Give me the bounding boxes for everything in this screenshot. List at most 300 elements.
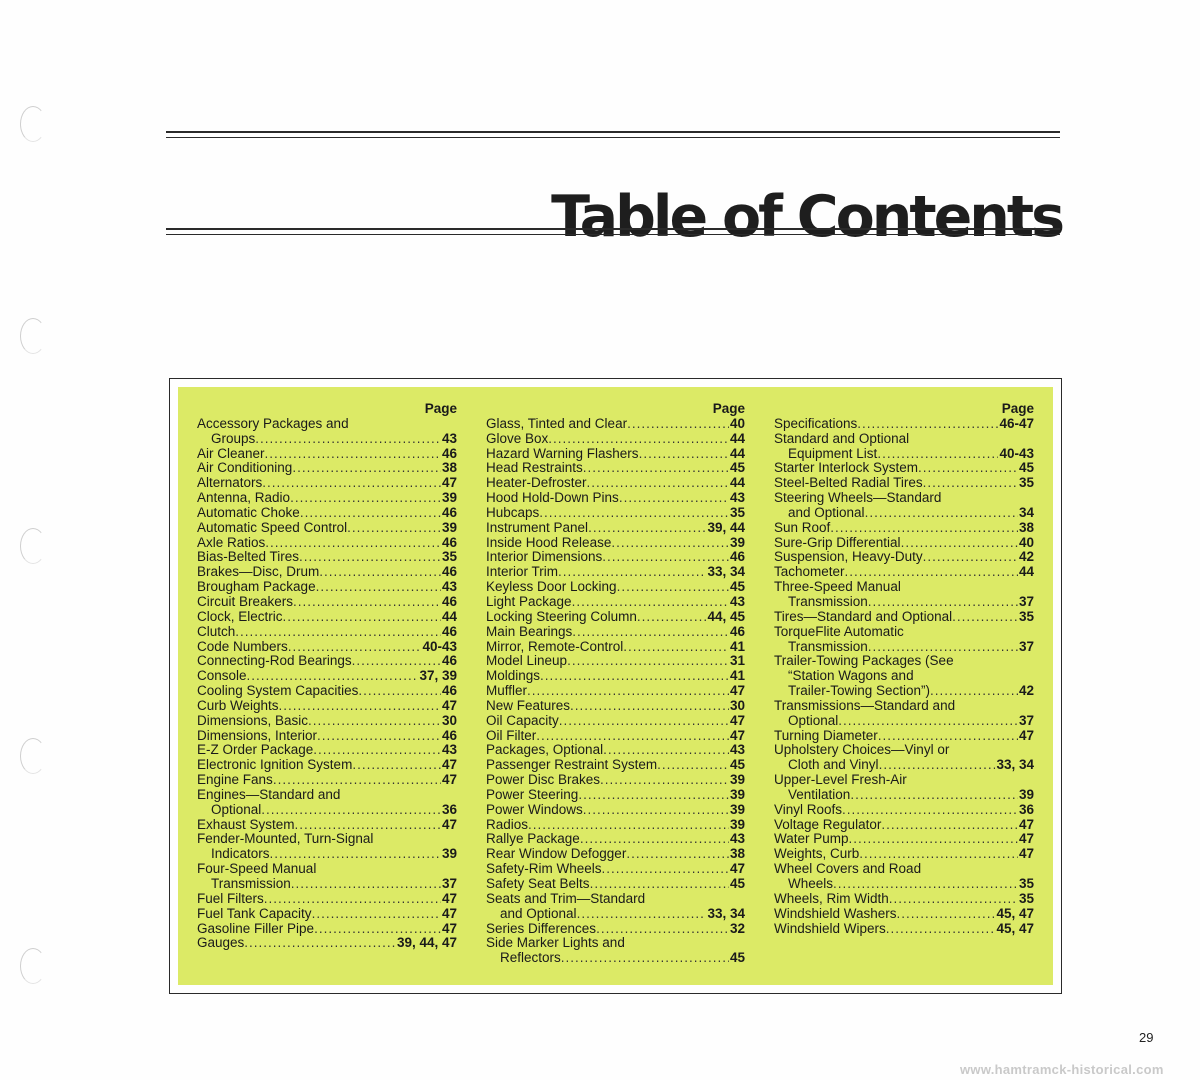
toc-entry bbox=[197, 743, 457, 758]
toc-entry-page: 43 bbox=[441, 743, 457, 758]
toc-entry-label: Cooling System Capacities bbox=[197, 684, 359, 699]
dot-leader bbox=[583, 461, 729, 476]
toc-entry-page: 39 bbox=[729, 535, 745, 550]
toc-entry bbox=[197, 669, 457, 684]
dot-leader bbox=[877, 447, 998, 462]
dot-leader bbox=[290, 491, 441, 506]
toc-entry-page: 40 bbox=[729, 416, 745, 431]
toc-entry bbox=[774, 625, 1034, 640]
toc-entry-label: Curb Weights bbox=[197, 698, 279, 713]
dot-leader bbox=[602, 550, 729, 565]
toc-entry bbox=[774, 714, 1034, 729]
toc-entry-page: 39 bbox=[729, 773, 745, 788]
toc-entry bbox=[774, 832, 1034, 847]
toc-entry bbox=[486, 447, 745, 462]
toc-entry bbox=[486, 536, 745, 551]
toc-entry bbox=[486, 773, 745, 788]
binder-hole-1 bbox=[20, 106, 46, 142]
toc-entry bbox=[486, 714, 745, 729]
toc-entry-label: Hubcaps bbox=[486, 505, 540, 520]
dot-leader bbox=[637, 610, 707, 625]
toc-entry-label: Cloth and Vinyl bbox=[788, 758, 879, 773]
toc-entry-label: Locking Steering Column bbox=[486, 609, 637, 624]
dot-leader bbox=[264, 892, 441, 907]
toc-entry-page: 47 bbox=[1018, 847, 1034, 862]
toc-entry bbox=[486, 432, 745, 447]
toc-entry-label: Console bbox=[197, 669, 247, 684]
toc-entry bbox=[774, 417, 1034, 432]
toc-entry-label: Voltage Regulator bbox=[774, 817, 882, 832]
toc-entry bbox=[197, 684, 457, 699]
toc-entry-label: Trailer-Towing Packages (See bbox=[774, 654, 954, 669]
toc-entry bbox=[774, 847, 1034, 862]
toc-entry-page: 35 bbox=[441, 550, 457, 565]
toc-entry-page: 46 bbox=[441, 728, 457, 743]
toc-entry-page: 46 bbox=[441, 446, 457, 461]
toc-entry-page: 33, 34 bbox=[707, 565, 745, 580]
toc-entry-page: 37 bbox=[441, 877, 457, 891]
dot-leader bbox=[639, 447, 729, 462]
toc-entry-page: 45 bbox=[729, 758, 745, 773]
toc-entry bbox=[774, 877, 1034, 892]
toc-entry-label: Accessory Packages and bbox=[197, 416, 349, 431]
dot-leader bbox=[590, 877, 729, 892]
toc-entry-page: 47 bbox=[729, 728, 745, 743]
toc-entry-label: Windshield Wipers bbox=[774, 921, 886, 936]
toc-entry-label: and Optional bbox=[788, 505, 865, 520]
toc-entry-page: 41 bbox=[729, 669, 745, 684]
dot-leader bbox=[283, 610, 441, 625]
toc-entry-label: Power Disc Brakes bbox=[486, 773, 601, 788]
dot-leader bbox=[923, 550, 1018, 565]
toc-entry-label: Interior Dimensions bbox=[486, 550, 603, 565]
dot-leader bbox=[596, 922, 729, 937]
toc-entry-page: 35 bbox=[1018, 476, 1034, 491]
toc-entry bbox=[197, 818, 457, 833]
toc-entry bbox=[774, 729, 1034, 744]
dot-leader bbox=[878, 729, 1018, 744]
toc-entry bbox=[197, 461, 457, 476]
toc-entry bbox=[197, 788, 457, 803]
toc-entry-page: 37 bbox=[1018, 594, 1034, 609]
toc-entry-label: Transmission bbox=[211, 877, 291, 891]
toc-entry-page: 40 bbox=[1018, 535, 1034, 550]
toc-entry bbox=[774, 773, 1034, 788]
toc-entry-page: 47 bbox=[729, 713, 745, 728]
dot-leader bbox=[270, 847, 441, 862]
toc-entry-label: Fuel Tank Capacity bbox=[197, 906, 312, 921]
toc-entry-label: Exhaust System bbox=[197, 817, 295, 832]
toc-entry-label: Hood Hold-Down Pins bbox=[486, 491, 619, 506]
toc-entry bbox=[486, 892, 745, 907]
dot-leader bbox=[952, 610, 1018, 625]
dot-leader bbox=[918, 461, 1018, 476]
toc-entry-page: 47 bbox=[441, 698, 457, 713]
toc-entry-page: 47 bbox=[441, 891, 457, 906]
toc-entry-label: Suspension, Heavy-Duty bbox=[774, 550, 923, 565]
toc-entry bbox=[486, 684, 745, 699]
toc-entry-page: 42 bbox=[1018, 550, 1034, 565]
toc-entry-label: Engines—Standard and bbox=[197, 787, 341, 802]
toc-entry bbox=[197, 491, 457, 506]
toc-entry bbox=[197, 922, 457, 937]
toc-entry bbox=[197, 729, 457, 744]
toc-entry-page: 45, 47 bbox=[996, 906, 1034, 921]
toc-entry-label: Connecting-Rod Bearings bbox=[197, 654, 352, 669]
toc-entry-page: 39 bbox=[441, 847, 457, 862]
toc-entry bbox=[486, 461, 745, 476]
toc-entry bbox=[774, 803, 1034, 818]
toc-entry-label: Three-Speed Manual bbox=[774, 580, 901, 595]
dot-leader bbox=[580, 832, 729, 847]
toc-entry-page: 44 bbox=[441, 609, 457, 624]
toc-entry-label: Power Windows bbox=[486, 802, 583, 817]
toc-entry bbox=[774, 565, 1034, 580]
toc-entry bbox=[486, 506, 745, 521]
toc-entry bbox=[486, 625, 745, 640]
toc-entry-page: 44, 45 bbox=[707, 609, 745, 624]
title-rule-top bbox=[166, 131, 1060, 133]
toc-entry-label: Dimensions, Basic bbox=[197, 713, 309, 728]
toc-entry-page: 38 bbox=[441, 461, 457, 476]
dot-leader bbox=[930, 684, 1018, 699]
toc-entry bbox=[197, 447, 457, 462]
toc-entry bbox=[774, 684, 1034, 699]
toc-entry bbox=[774, 654, 1034, 669]
page-column-header: Page bbox=[424, 401, 457, 416]
dot-leader bbox=[886, 922, 996, 937]
toc-entry bbox=[197, 847, 457, 862]
toc-entry-label: Wheels bbox=[788, 877, 834, 891]
dot-leader bbox=[626, 847, 729, 862]
toc-entry bbox=[486, 758, 745, 773]
toc-entry-label: Hazard Warning Flashers bbox=[486, 446, 639, 461]
dot-leader bbox=[235, 625, 441, 640]
toc-entry-label: Head Restraints bbox=[486, 461, 583, 476]
dot-leader bbox=[255, 432, 441, 447]
toc-entry bbox=[197, 773, 457, 788]
toc-entry-label: Starter Interlock System bbox=[774, 461, 919, 476]
toc-entry-page: 47 bbox=[1018, 832, 1034, 847]
dot-leader bbox=[265, 536, 441, 551]
toc-entry bbox=[486, 907, 745, 922]
dot-leader bbox=[833, 877, 1018, 892]
toc-entry bbox=[774, 743, 1034, 758]
toc-entry-page: 40-43 bbox=[422, 639, 457, 654]
toc-entry bbox=[197, 536, 457, 551]
dot-leader bbox=[288, 640, 422, 655]
toc-entry-label: Seats and Trim—Standard bbox=[486, 891, 646, 906]
toc-entry-page: 47 bbox=[441, 773, 457, 788]
toc-entry-page: 45 bbox=[729, 877, 745, 891]
toc-entry bbox=[774, 432, 1034, 447]
dot-leader bbox=[889, 892, 1018, 907]
toc-entry-label: Indicators bbox=[211, 847, 270, 862]
toc-entry-label: Wheel Covers and Road bbox=[774, 862, 922, 877]
dot-leader bbox=[879, 758, 996, 773]
toc-entry-label: Automatic Choke bbox=[197, 505, 300, 520]
toc-entry-label: Fuel Filters bbox=[197, 891, 264, 906]
toc-entry bbox=[486, 521, 745, 536]
toc-entry bbox=[197, 758, 457, 773]
dot-leader bbox=[588, 521, 706, 536]
toc-entry-page: 33, 34 bbox=[996, 758, 1034, 773]
toc-entry-page: 39, 44 bbox=[707, 520, 745, 535]
toc-entry bbox=[774, 550, 1034, 565]
dot-leader bbox=[619, 491, 729, 506]
toc-entry-page: 37 bbox=[1018, 713, 1034, 728]
toc-entry-label: Steering Wheels—Standard bbox=[774, 491, 942, 506]
dot-leader bbox=[859, 847, 1018, 862]
toc-entry bbox=[197, 803, 457, 818]
toc-entry-page: 46 bbox=[441, 654, 457, 669]
toc-entry-page: 45 bbox=[729, 461, 745, 476]
toc-entry bbox=[197, 654, 457, 669]
toc-entry-label: Instrument Panel bbox=[486, 520, 589, 535]
toc-entry-label: Groups bbox=[211, 431, 256, 446]
dot-leader bbox=[567, 654, 729, 669]
toc-entry-label: Glass, Tinted and Clear bbox=[486, 416, 628, 431]
toc-entry bbox=[197, 476, 457, 491]
toc-entry-label: Circuit Breakers bbox=[197, 594, 294, 609]
toc-entry-page: 46 bbox=[441, 624, 457, 639]
dot-leader bbox=[901, 536, 1018, 551]
contents-column-2 bbox=[486, 402, 745, 966]
dot-leader bbox=[611, 536, 729, 551]
dot-leader bbox=[897, 907, 996, 922]
toc-entry-page: 45 bbox=[1018, 461, 1034, 476]
dot-leader bbox=[244, 936, 396, 951]
toc-entry-label: Four-Speed Manual bbox=[197, 862, 317, 877]
toc-entry bbox=[197, 580, 457, 595]
toc-entry-page: 35 bbox=[729, 505, 745, 520]
toc-entry bbox=[774, 862, 1034, 877]
toc-entry-page: 46 bbox=[441, 594, 457, 609]
toc-entry bbox=[486, 417, 745, 432]
toc-entry-page: 47 bbox=[729, 684, 745, 699]
toc-entry bbox=[197, 862, 457, 877]
toc-entry-label: Upper-Level Fresh-Air bbox=[774, 773, 907, 788]
dot-leader bbox=[299, 550, 441, 565]
toc-entry bbox=[774, 536, 1034, 551]
toc-entry-page: 47 bbox=[441, 758, 457, 773]
toc-entry bbox=[486, 847, 745, 862]
toc-entry bbox=[486, 476, 745, 491]
toc-entry-label: Trailer-Towing Section”) bbox=[788, 684, 931, 699]
page-title: Table of Contents bbox=[551, 184, 1062, 251]
toc-entry-page: 39, 44, 47 bbox=[396, 936, 457, 951]
page-column-header: Page bbox=[712, 401, 745, 416]
dot-leader bbox=[570, 699, 729, 714]
dot-leader bbox=[528, 818, 729, 833]
dot-leader bbox=[577, 907, 707, 922]
toc-entry-label: Alternators bbox=[197, 476, 263, 491]
toc-entry-page: 47 bbox=[441, 476, 457, 491]
dot-leader bbox=[865, 506, 1018, 521]
toc-entry bbox=[774, 595, 1034, 610]
toc-entry-label: Specifications bbox=[774, 416, 858, 431]
title-rule-bottom-thin bbox=[166, 234, 1060, 235]
dot-leader bbox=[265, 447, 441, 462]
toc-entry-label: Keyless Door Locking bbox=[486, 580, 617, 595]
toc-entry-label: Transmission bbox=[788, 639, 868, 654]
dot-leader bbox=[317, 729, 441, 744]
toc-entry-label: Standard and Optional bbox=[774, 431, 910, 446]
toc-entry-page: 35 bbox=[1018, 609, 1034, 624]
dot-leader bbox=[539, 506, 729, 521]
toc-entry-label: Heater-Defroster bbox=[486, 476, 587, 491]
toc-entry-page: 47 bbox=[441, 817, 457, 832]
toc-entry bbox=[774, 699, 1034, 714]
toc-entry-label: Safety-Rim Wheels bbox=[486, 862, 602, 877]
toc-entry bbox=[197, 417, 457, 432]
toc-entry bbox=[486, 936, 745, 951]
toc-entry-page: 43 bbox=[729, 491, 745, 506]
toc-entry-label: Air Conditioning bbox=[197, 461, 293, 476]
dot-leader bbox=[850, 788, 1018, 803]
toc-entry-label: Inside Hood Release bbox=[486, 535, 612, 550]
toc-entry bbox=[486, 580, 745, 595]
toc-entry-label: Electronic Ignition System bbox=[197, 758, 353, 773]
toc-entry-label: Safety Seat Belts bbox=[486, 877, 590, 891]
toc-entry-page: 45 bbox=[729, 951, 745, 966]
toc-entry bbox=[774, 461, 1034, 476]
toc-entry-label: Series Differences bbox=[486, 921, 597, 936]
toc-entry-page: 39 bbox=[441, 491, 457, 506]
dot-leader bbox=[923, 476, 1018, 491]
toc-entry bbox=[486, 640, 745, 655]
toc-entry-page: 42 bbox=[1018, 684, 1034, 699]
toc-entry-page: 45 bbox=[729, 580, 745, 595]
toc-entry bbox=[486, 832, 745, 847]
toc-entry bbox=[486, 818, 745, 833]
toc-entry-label: Sun Roof bbox=[774, 520, 831, 535]
toc-entry-page: 39 bbox=[729, 802, 745, 817]
dot-leader bbox=[558, 565, 706, 580]
toc-entry-page: 40-43 bbox=[999, 446, 1034, 461]
toc-entry-label: Mirror, Remote-Control bbox=[486, 639, 624, 654]
toc-entry-label: Upholstery Choices—Vinyl or bbox=[774, 743, 950, 758]
toc-entry bbox=[197, 595, 457, 610]
toc-entry bbox=[197, 610, 457, 625]
dot-leader bbox=[548, 432, 729, 447]
toc-entry-label: Muffler bbox=[486, 684, 528, 699]
toc-entry bbox=[774, 521, 1034, 536]
toc-entry-page: 46 bbox=[729, 624, 745, 639]
toc-entry-label: “Station Wagons and bbox=[788, 669, 914, 684]
toc-entry bbox=[774, 758, 1034, 773]
dot-leader bbox=[295, 818, 441, 833]
binder-hole-3 bbox=[20, 528, 46, 564]
toc-entry-label: Power Steering bbox=[486, 787, 579, 802]
dot-leader bbox=[578, 788, 729, 803]
page-number: 29 bbox=[1139, 1030, 1154, 1045]
dot-leader bbox=[312, 907, 441, 922]
dot-leader bbox=[881, 818, 1018, 833]
toc-entry-page: 36 bbox=[1018, 802, 1034, 817]
dot-leader bbox=[247, 669, 419, 684]
dot-leader bbox=[849, 832, 1018, 847]
dot-leader bbox=[657, 758, 729, 773]
toc-entry-label: Vinyl Roofs bbox=[774, 802, 843, 817]
toc-entry bbox=[486, 550, 745, 565]
toc-entry bbox=[197, 699, 457, 714]
dot-leader bbox=[319, 565, 441, 580]
toc-entry-page: 35 bbox=[1018, 877, 1034, 891]
toc-entry-page: 47 bbox=[729, 862, 745, 877]
toc-entry-label: and Optional bbox=[500, 906, 577, 921]
toc-entry-label: Code Numbers bbox=[197, 639, 288, 654]
toc-entry-page: 32 bbox=[729, 921, 745, 936]
toc-entry-page: 38 bbox=[1018, 520, 1034, 535]
binder-hole-2 bbox=[20, 318, 46, 354]
toc-entry bbox=[774, 788, 1034, 803]
toc-entry bbox=[197, 907, 457, 922]
dot-leader bbox=[352, 654, 441, 669]
toc-entry-label: Turning Diameter bbox=[774, 728, 878, 743]
toc-entry bbox=[774, 476, 1034, 491]
toc-entry bbox=[774, 580, 1034, 595]
toc-entry-page: 47 bbox=[441, 906, 457, 921]
toc-entry-label: Clock, Electric bbox=[197, 609, 283, 624]
toc-entry-page: 44 bbox=[1018, 565, 1034, 580]
dot-leader bbox=[347, 521, 441, 536]
toc-entry-page: 44 bbox=[729, 446, 745, 461]
toc-entry-page: 41 bbox=[729, 639, 745, 654]
toc-entry-label: Oil Filter bbox=[486, 728, 537, 743]
dot-leader bbox=[352, 758, 441, 773]
toc-entry-page: 30 bbox=[729, 698, 745, 713]
toc-entry-page: 46 bbox=[441, 535, 457, 550]
toc-entry-label: Automatic Speed Control bbox=[197, 520, 348, 535]
toc-entry-page: 39 bbox=[729, 787, 745, 802]
toc-entry-page: 45, 47 bbox=[996, 921, 1034, 936]
toc-entry bbox=[486, 565, 745, 580]
toc-entry-page: 37 bbox=[1018, 639, 1034, 654]
dot-leader bbox=[587, 476, 729, 491]
dot-leader bbox=[316, 580, 441, 595]
toc-entry-page: 44 bbox=[729, 431, 745, 446]
toc-entry bbox=[197, 521, 457, 536]
toc-entry bbox=[774, 907, 1034, 922]
dot-leader bbox=[358, 684, 441, 699]
dot-leader bbox=[857, 417, 998, 432]
dot-leader bbox=[617, 580, 729, 595]
toc-entry bbox=[197, 832, 457, 847]
toc-entry bbox=[197, 432, 457, 447]
toc-entry bbox=[486, 877, 745, 892]
toc-entry-page: 44 bbox=[729, 476, 745, 491]
toc-entry bbox=[197, 550, 457, 565]
toc-entry-page: 37, 39 bbox=[419, 669, 457, 684]
toc-entry bbox=[486, 669, 745, 684]
dot-leader bbox=[293, 595, 441, 610]
toc-entry bbox=[486, 729, 745, 744]
toc-entry-label: Clutch bbox=[197, 624, 236, 639]
toc-entry bbox=[486, 951, 745, 966]
toc-entry-page: 43 bbox=[729, 832, 745, 847]
toc-entry bbox=[774, 640, 1034, 655]
binder-hole-4 bbox=[20, 738, 46, 774]
toc-entry-page: 47 bbox=[1018, 817, 1034, 832]
toc-entry-label: Air Cleaner bbox=[197, 446, 265, 461]
toc-entry-page: 46 bbox=[729, 550, 745, 565]
toc-entry bbox=[197, 640, 457, 655]
toc-entry-page: 43 bbox=[441, 580, 457, 595]
toc-entry-page: 39 bbox=[441, 520, 457, 535]
toc-entry bbox=[197, 936, 457, 951]
toc-entry-label: New Features bbox=[486, 698, 571, 713]
